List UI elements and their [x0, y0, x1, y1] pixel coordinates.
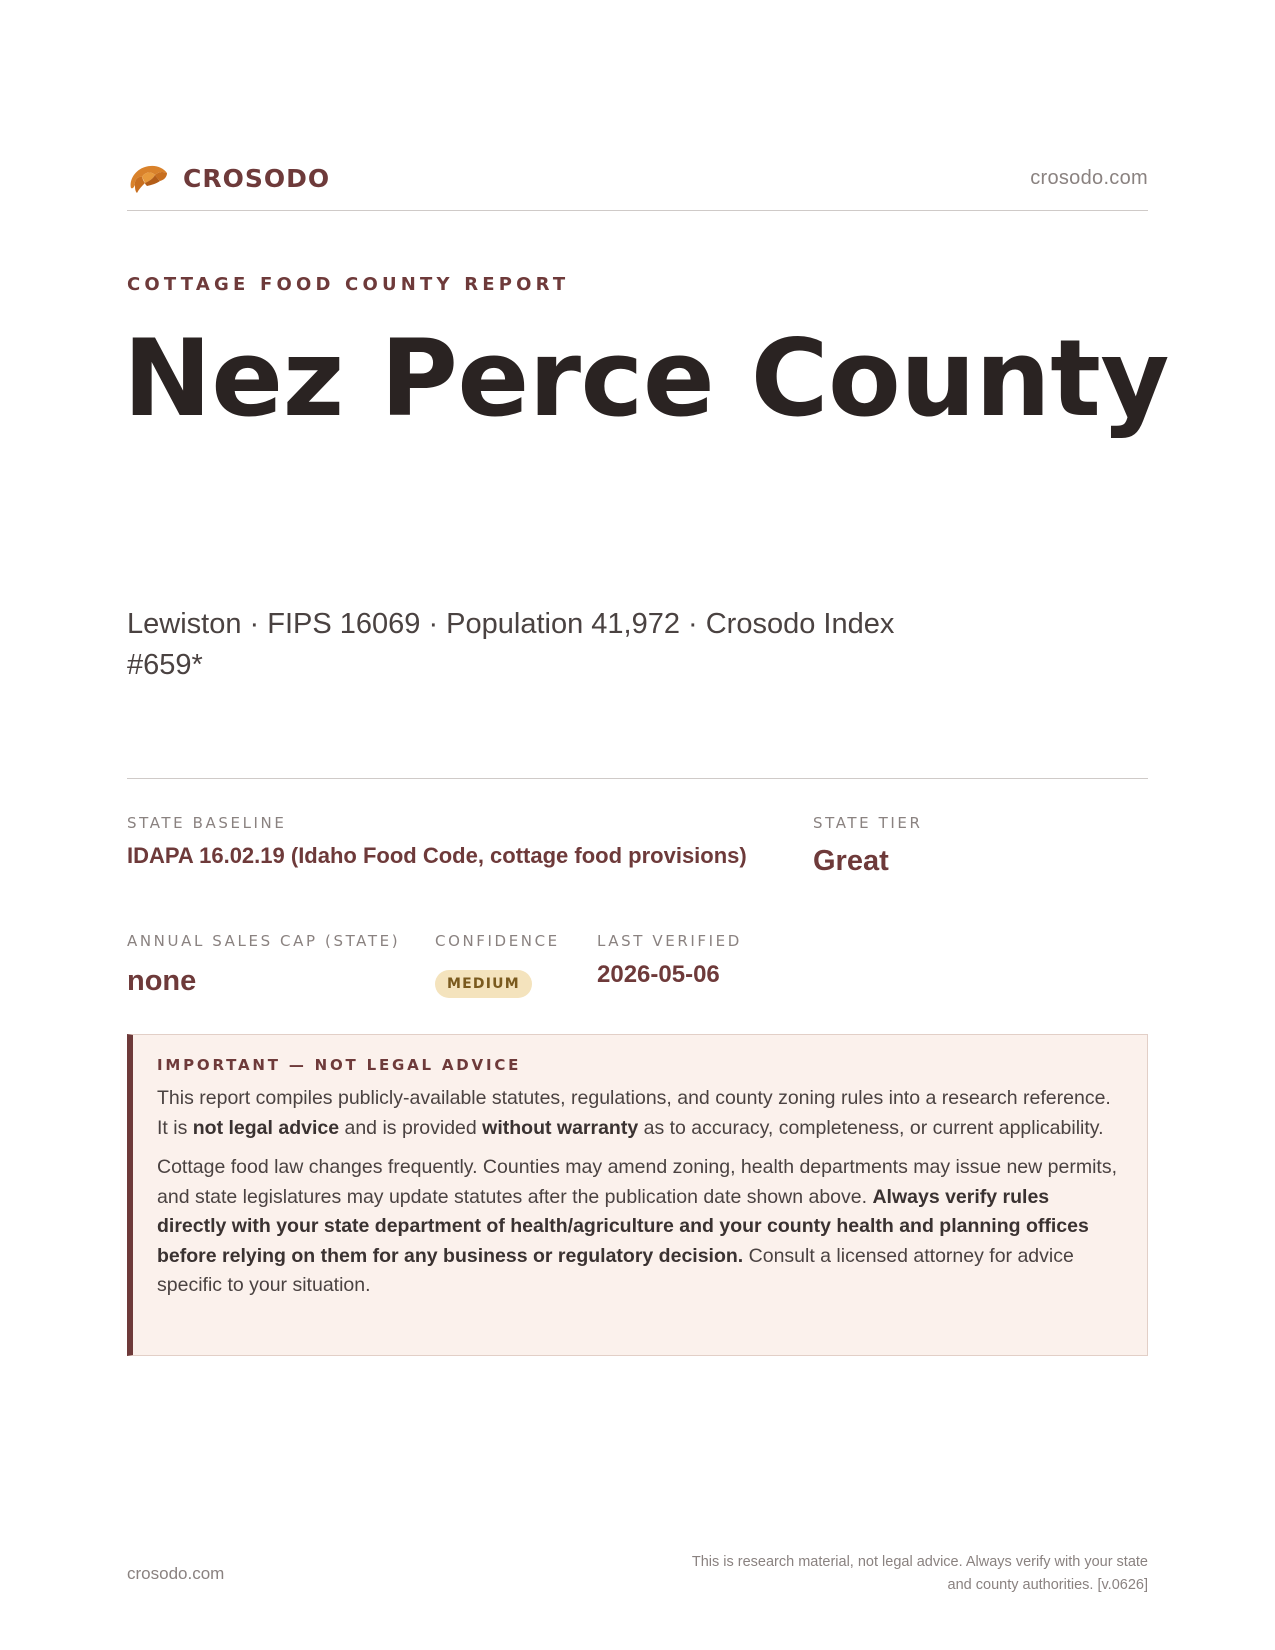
state-baseline-label: STATE BASELINE [127, 814, 287, 832]
site-url-link[interactable]: crosodo.com [1030, 167, 1148, 189]
legal-notice [127, 1034, 1148, 1356]
page-header [127, 158, 1148, 206]
report-page [123, 0, 1169, 1650]
page-title: Nez Perce County [123, 317, 1169, 440]
report-kicker: COTTAGE FOOD COUNTY REPORT [127, 274, 570, 295]
last-verified-value: 2026-05-06 [597, 961, 720, 988]
notice-paragraph-1: This report compiles publicly-available statutes, regulations, and county zoning rules into a research reference. It is not legal advice and is provided without warranty as to accuracy, completeness, or current applicability. [157, 1087, 1111, 1139]
sales-cap-value: none [127, 965, 197, 997]
state-baseline-value: IDAPA 16.02.19 (Idaho Food Code, cottage food provisions) [127, 843, 747, 868]
notice-title: IMPORTANT — NOT LEGAL ADVICE [157, 1056, 522, 1074]
section-divider [127, 778, 1148, 779]
confidence-label: CONFIDENCE [435, 932, 560, 950]
footer-site-url[interactable]: crosodo.com [127, 1564, 225, 1583]
state-tier-value: Great [813, 845, 889, 877]
brand[interactable] [127, 158, 330, 198]
footer-disclaimer [588, 1551, 1148, 1597]
notice-paragraph-2: Cottage food law changes frequently. Counties may amend zoning, health departments may issue new permits, and state legislatures may update statutes after the publication date shown above. Always verify rules directly with your state department of health/agriculture and your county health and planning offices before relying on them for any business or regulatory decision. Consult a licensed attorney for advice specific to your situation. [157, 1156, 1117, 1296]
footer-disclaimer-line-1: This is research material, not legal advice. Always verify with your state [691, 1554, 1148, 1570]
state-tier-label: STATE TIER [813, 814, 923, 832]
confidence-badge: MEDIUM [435, 970, 532, 998]
header-divider [127, 210, 1148, 211]
last-verified-label: LAST VERIFIED [597, 932, 742, 950]
county-subline: Lewiston · FIPS 16069 · Population 41,972 · Crosodo Index #659* [127, 608, 895, 681]
brand-name: CROSODO [183, 163, 331, 193]
croissant-icon [127, 158, 169, 198]
footer-disclaimer-line-2: and county authorities. [v.0626] [947, 1577, 1148, 1593]
sales-cap-label: ANNUAL SALES CAP (STATE) [127, 932, 401, 950]
